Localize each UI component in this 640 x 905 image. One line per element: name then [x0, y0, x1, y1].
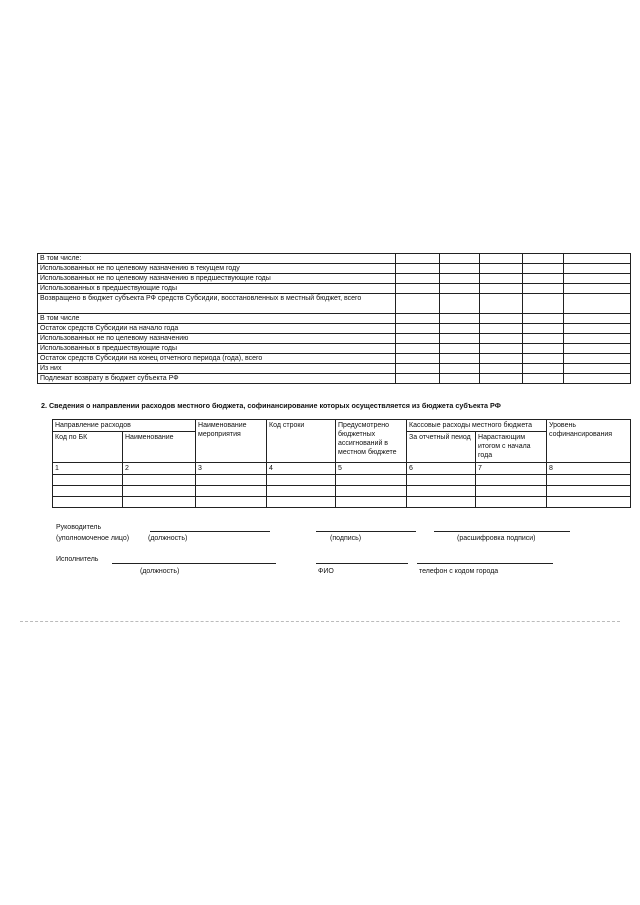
decoding-line: [434, 531, 570, 532]
table-row: [38, 374, 631, 384]
column-number: 4: [267, 463, 336, 475]
header-period: За отчетный пеиод: [407, 432, 476, 463]
table-row: [53, 497, 631, 508]
table-row: [38, 334, 631, 344]
header-kod-bk: Код по БК: [53, 432, 123, 463]
header-cumulative: Нарастающим итогом с начала года: [476, 432, 547, 463]
row-label: Остаток средств Субсидии на конец отчетного периода (года), всего: [38, 354, 396, 364]
subsidy-balance-table: [37, 253, 631, 384]
executor-position-caption: (должность): [140, 568, 180, 575]
position-caption: (должность): [148, 535, 188, 542]
table-row: [38, 274, 631, 284]
row-label: Использованных в предшествующие годы: [38, 344, 396, 354]
column-number: 5: [336, 463, 407, 475]
header-code: Код строки: [267, 420, 336, 463]
column-number: 1: [53, 463, 123, 475]
header-row: [53, 420, 631, 432]
position-line: [150, 531, 270, 532]
row-label: Использованных не по целевому назначению в текущем году: [38, 264, 396, 274]
column-numbers-row: [53, 463, 631, 475]
row-label: Из них: [38, 364, 396, 374]
signature-line: [316, 531, 416, 532]
fio-line: [316, 563, 408, 564]
table-row: [53, 475, 631, 486]
table-row: [38, 254, 631, 264]
head-label: Руководитель: [56, 524, 102, 531]
column-number: 3: [196, 463, 267, 475]
signature-caption: (подпись): [330, 535, 362, 542]
table-row: [38, 314, 631, 324]
header-level: Уровень софинансирования: [547, 420, 631, 463]
table-row: [38, 324, 631, 334]
table-row: [38, 264, 631, 274]
executor-label: Исполнитель: [56, 556, 99, 563]
section-2-heading: 2. Сведения о направлении расходов местного бюджета, софинансирование которых осуществляется из бюджета субъекта РФ: [41, 401, 501, 410]
header-planned: Предусмотрено бюджетных ассигнований в местном бюджете: [336, 420, 407, 463]
row-label: Использованных не по целевому назначению: [38, 334, 396, 344]
table-row: [38, 344, 631, 354]
row-label: Использованных в предшествующие годы: [38, 284, 396, 294]
scan-artifact-line: [20, 621, 620, 622]
column-number: 7: [476, 463, 547, 475]
table-row: [38, 354, 631, 364]
row-label: В том числе: [38, 314, 396, 324]
header-cash: Кассовые расходы местного бюджета: [407, 420, 547, 432]
table-row: [38, 294, 631, 314]
table-row: [38, 364, 631, 374]
column-number: 8: [547, 463, 631, 475]
phone-caption: телефон с кодом города: [419, 568, 499, 575]
row-label: Подлежат возврату в бюджет субъекта РФ: [38, 374, 396, 384]
expenses-direction-table: [52, 419, 631, 508]
row-label: Использованных не по целевому назначению в предшествующие годы: [38, 274, 396, 284]
authorized-person-caption: (уполномоченое лицо): [56, 535, 130, 542]
table-row: [53, 486, 631, 497]
header-name: Наименование: [123, 432, 196, 463]
column-number: 2: [123, 463, 196, 475]
table-row: [38, 284, 631, 294]
column-number: 6: [407, 463, 476, 475]
row-label: В том числе:: [38, 254, 396, 264]
decoding-caption: (расшифровка подписи): [457, 535, 536, 542]
executor-position-line: [112, 563, 276, 564]
phone-line: [417, 563, 553, 564]
fio-caption: ФИО: [318, 568, 334, 575]
row-label: Возвращено в бюджет субъекта РФ средств Субсидии, восстановленных в местный бюджет, всего: [38, 294, 396, 314]
header-direction: Направление расходов: [53, 420, 196, 432]
row-label: Остаток средств Субсидии на начало года: [38, 324, 396, 334]
header-event: Наименование мероприятия: [196, 420, 267, 463]
